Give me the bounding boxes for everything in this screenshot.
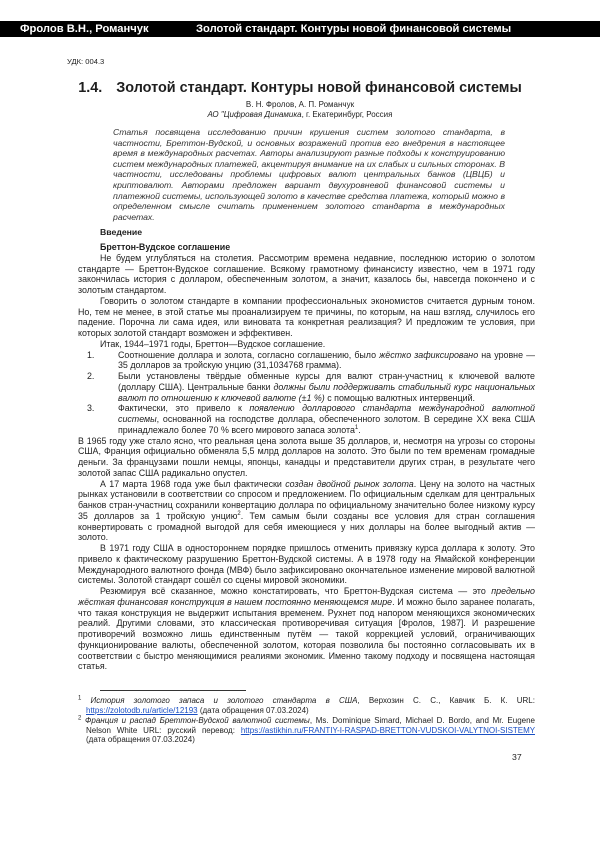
header-title: Золотой стандарт. Контуры новой финансовой системы [196, 21, 511, 37]
text-run: Итак, 1944–1971 годы, Бреттон—Вудское соглашение. [100, 339, 325, 349]
paragraph [78, 543, 535, 586]
affiliation-city: , г. Екатеринбург, Россия [302, 110, 393, 119]
list-item [78, 371, 535, 403]
list-item-text [118, 350, 535, 371]
text-run [81, 696, 90, 705]
footnotes [78, 696, 535, 746]
list-number: 2. [87, 371, 94, 382]
text-run: Говорить о золотом стандарте в компании профессиональных экономистов считается дурным тоном. Но, тем не менее, в этой статье мы проанализируем те причины, по которым, на наш взгляд, случилось его падение. Порочна ли сама идея, или виновата та конкретная реализация? И предложим те условия, при которых золотой стандарт возможен и эффективен. [78, 296, 535, 338]
text-run: (дата обращения 07.03.2024) [86, 735, 195, 744]
text-run: . Тем самым были созданы все условия для стран соглашения конвертировать с громадной выгодой для себя имеющиеся у них доллары на более выгодный актив — золото. [78, 511, 535, 543]
footnote-2 [78, 716, 535, 745]
article-body [78, 242, 535, 672]
emphasis-text: Франция и распад Бреттон-Вудской валютной системы [85, 716, 310, 725]
list-item [78, 350, 535, 372]
paragraph [78, 253, 535, 296]
list-number: 3. [87, 403, 94, 414]
affiliation-org: АО "Цифровая Динамика [208, 110, 302, 119]
url-link[interactable]: https://zolotodb.ru/article/12193 [86, 706, 198, 715]
url-link[interactable]: https://astikhin.ru/FRANTIY-I-RASPAD-BRETTON-VUDSKOI-VALYTNOI-SISTEMY [241, 726, 535, 735]
header-authors: Фролов В.Н., Романчук [20, 21, 149, 37]
text-run: с помощью валютных интервенций. [325, 393, 475, 403]
paragraph [78, 339, 535, 350]
affiliation [0, 110, 600, 119]
paragraph [78, 479, 535, 544]
footnote-ref: 1 [78, 695, 81, 701]
text-run: , Ms. Dominique Simard, Michael D. Bordo, and Mr. Eugene Nelson White URL: русский перевод: [86, 716, 535, 735]
text-run: Не будем углубляться на столетия. Рассмотрим времена недавние, последнюю историю о золотом стандарте — Бреттон-Вудское соглашение. Всякому грамотному финансисту известно, чем в 1971 году закончилась история с долларом, обеспеченным золотом, а значит, казалось бы, навсегда покончено и с золотым стандартом. [78, 253, 535, 295]
text-run: , основанной на господстве доллара, обеспеченного золотом. В середине XX века США принадлежало более 70 % всего мирового запаса золота [118, 414, 535, 435]
text-run: , Верхозин С. С., Кавчик Б. К. URL: [357, 696, 535, 705]
numbered-list [78, 350, 535, 436]
article-authors: В. Н. Фролов, А. П. Романчук [0, 100, 600, 109]
text-run: (дата обращения 07.03.2024) [198, 706, 309, 715]
udk-code: УДК: 004.3 [67, 57, 104, 66]
article-title [0, 80, 600, 96]
emphasis-text: создан двойной рынок золота [285, 479, 414, 489]
intro-heading: Введение [100, 227, 142, 237]
text-run: В 1965 году уже стало ясно, что реальная цена золота выше 35 долларов, и, несмотря на угрозы со стороны США, Франция официально обменяла 5,5 млрд долларов на золото. Это были по тем временам громадные деньги. За французами пошли немцы, японцы, канадцы и представители других стран, в результате чего золотой запас США радикально опустел. [78, 436, 535, 478]
text-run: . Цену на золото на частных рынках установили в соответствии со спросом и предложением. По официальным сделкам для центральных банков стран-участниц сохранили конвертацию доллара по официальному значительно более низкому курсу 35 долларов за 1 тройскую унцию [78, 479, 535, 521]
emphasis-text: История золотого запаса и золотого стандарта в США [91, 696, 358, 705]
text-run: Соотношение доллара и золота, согласно соглашению, было [118, 350, 379, 360]
footnote-1 [78, 696, 535, 715]
text-run: В 1971 году США в одностороннем порядке пришлось отменить привязку курса доллара к золоту. Это привело к фактическому разрушению Бреттон-Вудской системы. А в 1978 году на Ямайской конференции Международного валютного фонда (МВФ) было зафиксировано окончательное изменение мировой валютной системы. Золотой стандарт сошёл со сцены мировой экономики. [78, 543, 535, 585]
abstract: Статья посвящена исследованию причин крушения систем золотого стандарта, в частности, Бреттон-Вудской, и основных возражений против его внедрения в настоящее время в международных расчетах. Авторы анализируют разные подходы к конструированию систем международных платежей, акцентируя внимание на их слабых и сильных сторонах. В частности, исследованы проблемы цифровых валют центральных банков (ЦВЦБ) и криптовалют. Авторами предложен вариант двухуровневой финансовой системы и платежной системы, использующей золото в качестве средства платежа, который можно в определенном смысле считать применением золотого стандарта в международных расчетах. [113, 127, 505, 222]
paragraph [78, 296, 535, 339]
footnote-ref: 1 [355, 425, 358, 431]
text-run: Были установлены твёрдые обменные курсы для валют стран-участниц к ключевой валюте (доллару США). Центральные банки [118, 371, 535, 392]
emphasis-text: жёстко зафиксировано [379, 350, 478, 360]
text-run: Фактически, это привело к [118, 403, 249, 413]
text-run: А 17 марта 1968 года уже был фактически [100, 479, 285, 489]
paragraph [78, 436, 535, 479]
page-number: 37 [512, 752, 522, 762]
text-run: на уровне — 35 долларов за тройскую унцию (31,1034768 грамма). [118, 350, 535, 371]
running-header [0, 21, 600, 37]
paragraph [78, 586, 535, 672]
text-run: . [358, 425, 360, 435]
emphasis-text: предельно жёсткая финансовая конструкция в нашем постоянно меняющемся мире [78, 586, 535, 607]
list-number: 1. [87, 350, 94, 361]
footnote-separator [100, 690, 246, 691]
section-number: 1.4. [78, 80, 102, 96]
list-item [78, 403, 535, 435]
text-run: Резюмируя всё сказанное, можно констатировать, что Бреттон-Вудская система — это [100, 586, 491, 596]
emphasis-text: должны были поддерживать стабильный курс национальных валют по отношению к ключевой валюте (±1 %) [118, 382, 535, 403]
footnote-ref: 2 [237, 511, 240, 517]
list-item-text [118, 371, 535, 403]
text-run: . И можно было заранее полагать, что такая конструкция не выдержит испытания временем. Рухнет под напором меняющихся экономических реалий. Другими словами, это классическая противоречивая ситуация [Фролов, 1987]. И разрешение противоречий возможно лишь единственным путём — такой коррекцией условий, ограничивающих функционирование валюты, обеспеченной золотом, которая позволила бы постоянно согласовывать их в соответствии с быстро меняющимися реалиями экономик. Именно такому подходу и посвящена настоящая статья. [78, 597, 535, 672]
section-heading: Бреттон-Вудское соглашение [100, 242, 535, 253]
title-text: Золотой стандарт. Контуры новой финансовой системы [116, 80, 522, 96]
footnote-ref: 2 [78, 716, 81, 722]
emphasis-text: появлению долларового стандарта международной валютной системы [118, 403, 535, 424]
list-item-text [118, 403, 535, 435]
